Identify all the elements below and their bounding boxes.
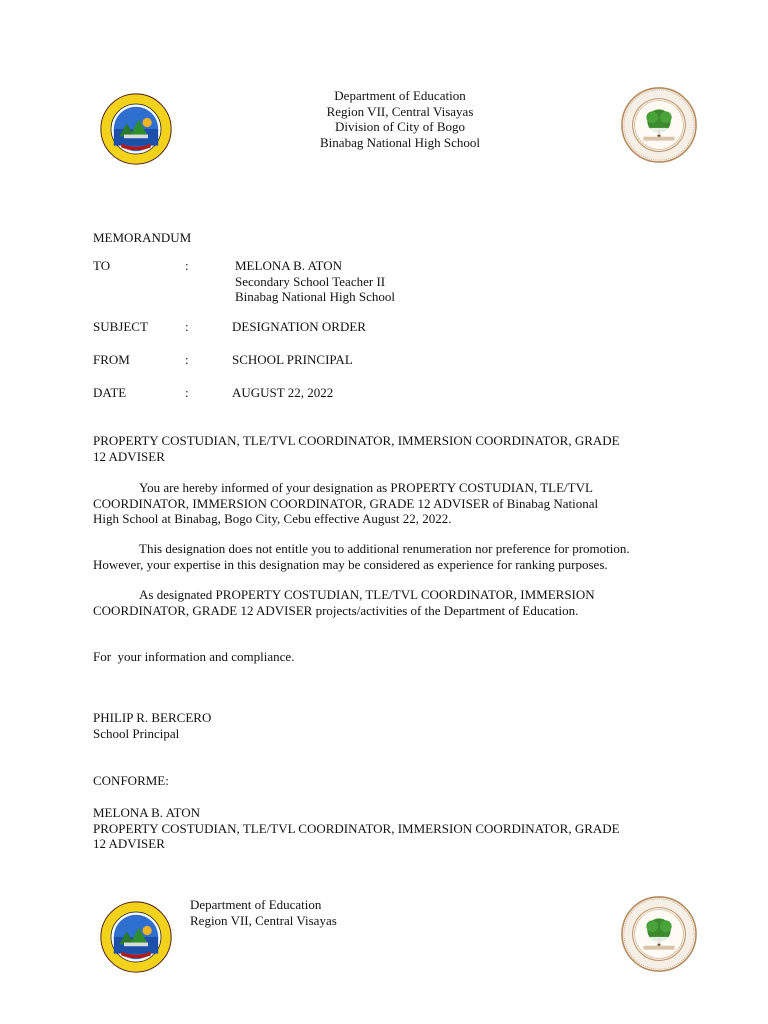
to-recipient-name: MELONA B. ATON [235,258,343,273]
paragraph-3 [93,587,673,618]
date-colon: : [185,385,189,400]
paragraph-1-line-3: High School at Binabag, Bogo City, Cebu effective August 22, 2022. [93,511,452,526]
conforme-role-line-2: 12 ADVISER [93,836,165,851]
from-row [93,352,733,368]
to-label: TO [93,258,111,273]
subject-value: DESIGNATION ORDER [232,319,366,334]
subject-label: SUBJECT [93,319,148,334]
letterhead-line-3: Division of City of Bogo [334,119,465,134]
conforme-block [93,805,673,852]
letterhead [250,88,550,150]
closing-line: For your information and compliance. [93,649,295,664]
from-colon: : [185,352,189,367]
footer-line-2: Region VII, Central Visayas [190,912,337,928]
letterhead-line-1: Department of Education [334,88,466,103]
paragraph-2-line-2: However, your expertise in this designation may be considered as experience for ranking purposes. [93,556,608,572]
signatory-name: PHILIP R. BERCERO [93,710,212,725]
memo-title: MEMORANDUM [93,230,192,245]
designation-heading-line-2: 12 ADVISER [93,448,165,464]
to-row [93,258,733,274]
date-value: AUGUST 22, 2022 [232,385,334,400]
to-recipient-position: Secondary School Teacher II [235,273,386,289]
designation-heading [93,433,673,464]
paragraph-2 [93,541,673,572]
conforme-role-line-1: PROPERTY COSTUDIAN, TLE/TVL COORDINATOR, IMMERSION COORDINATOR, GRADE [93,820,620,836]
footer-deped-seal-logo [620,895,698,973]
conforme-label: CONFORME: [93,773,169,788]
subject-colon: : [185,319,189,334]
to-recipient-school: Binabag National High School [235,289,395,304]
paragraph-1-line-2: COORDINATOR, IMMERSION COORDINATOR, GRADE 12 ADVISER of Binabag National [93,495,599,511]
paragraph-2-line-1: This designation does not entitle you to additional renumeration nor preference for promotion. [139,541,630,556]
paragraph-3-line-1: As designated PROPERTY COSTUDIAN, TLE/TVL COORDINATOR, IMMERSION [139,587,595,602]
to-colon: : [185,258,189,273]
conforme-name: MELONA B. ATON [93,805,201,820]
school-seal-logo [96,92,176,166]
footer-line-1: Department of Education [190,897,322,912]
letterhead-line-4: Binabag National High School [320,134,480,150]
footer-letterhead [190,897,337,928]
paragraph-1 [93,480,673,527]
paragraph-3-line-2: COORDINATOR, GRADE 12 ADVISER projects/activities of the Department of Education. [93,602,579,618]
letterhead-line-2: Region VII, Central Visayas [326,103,474,119]
to-recipient [235,258,395,305]
designation-heading-line-1: PROPERTY COSTUDIAN, TLE/TVL COORDINATOR, IMMERSION COORDINATOR, GRADE [93,433,620,448]
date-row [93,385,733,401]
subject-row [93,319,733,335]
deped-seal-logo [620,86,698,164]
paragraph-1-line-1: You are hereby informed of your designation as PROPERTY COSTUDIAN, TLE/TVL [139,480,593,495]
footer-school-seal-logo [96,900,176,974]
signatory [93,710,673,741]
from-value: SCHOOL PRINCIPAL [232,352,353,367]
from-label: FROM [93,352,130,367]
signatory-title: School Principal [93,725,180,741]
date-label: DATE [93,385,127,400]
